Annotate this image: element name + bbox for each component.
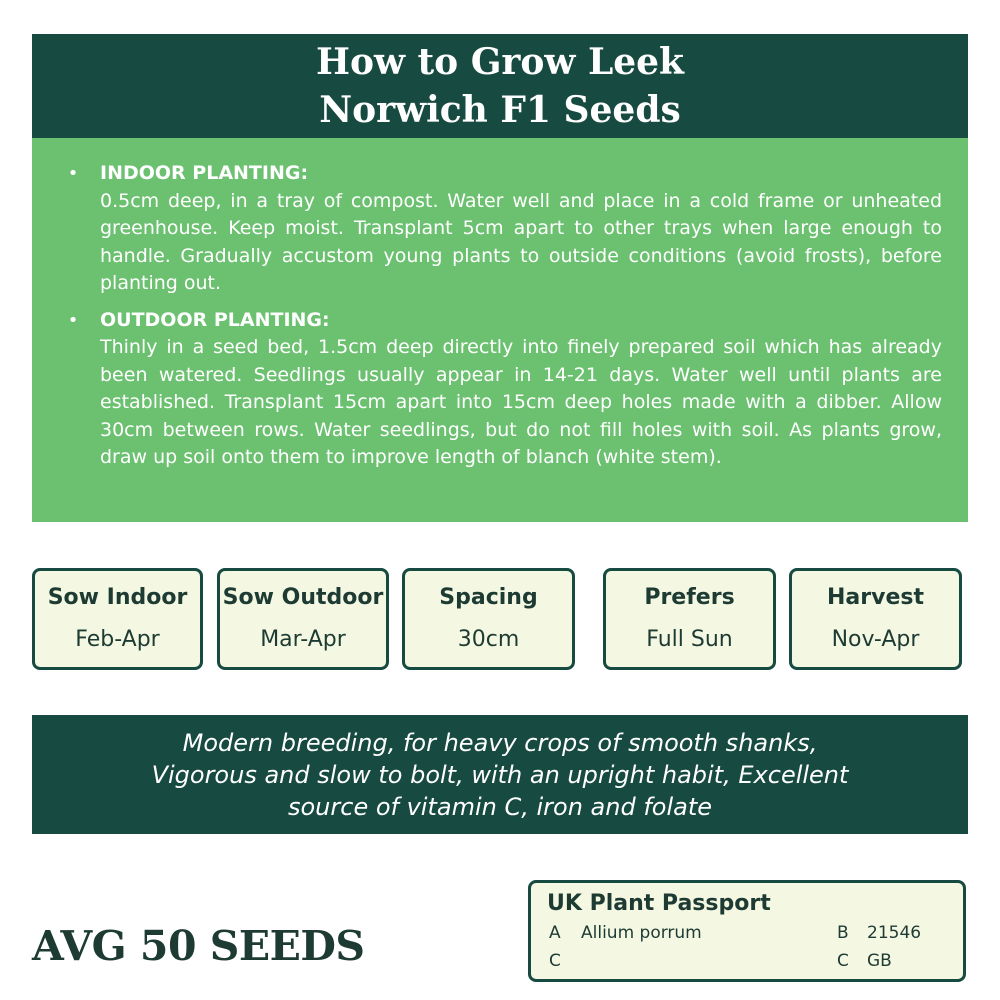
info-box-prefers: [603, 568, 776, 670]
info-label: Prefers: [644, 585, 735, 610]
title-line-1: How to Grow Leek: [315, 41, 685, 83]
info-label: Sow Indoor: [47, 585, 188, 610]
info-label: Sow Outdoor: [222, 585, 384, 610]
passport-key: C: [837, 951, 849, 971]
passport-value: GB: [867, 951, 892, 971]
info-label: Harvest: [827, 585, 924, 610]
info-box-sow-outdoor: [217, 568, 389, 670]
passport-key: A: [549, 923, 561, 943]
instruction-body: 0.5cm deep, in a tray of compost. Water well and place in a cold frame or unheated greenhouse. Keep moist. Transplant 5cm apart to other trays when large enough to handle. Gradually accustom young plants to outside conditions (avoid frosts), before planting out.: [100, 189, 942, 294]
info-box-sow-indoor: [32, 568, 203, 670]
info-value: Feb-Apr: [75, 627, 160, 652]
bullet-icon: •: [67, 309, 79, 331]
passport-title: UK Plant Passport: [547, 891, 771, 916]
info-value: 30cm: [457, 627, 520, 652]
instruction-item-outdoor: [66, 307, 942, 472]
passport-value: 21546: [867, 923, 922, 943]
seed-count: AVG 50 SEEDS: [32, 922, 365, 970]
info-box-harvest: [789, 568, 962, 670]
description-line-2: Vigorous and slow to bolt, with an upright habit, Excellent: [151, 760, 849, 789]
description-line-1: Modern breeding, for heavy crops of smooth shanks,: [182, 728, 818, 757]
planting-instructions: [32, 138, 968, 522]
info-label: Spacing: [439, 585, 538, 610]
info-value: Mar-Apr: [260, 627, 346, 652]
plant-passport: [528, 880, 966, 982]
passport-key: C: [549, 951, 561, 971]
instruction-item-indoor: [66, 160, 942, 298]
passport-value: Allium porrum: [581, 923, 702, 943]
instruction-body: Thinly in a seed bed, 1.5cm deep directly into finely prepared soil which has already been watered. Seedlings usually appear in 14-21 days. Water well until plants are established. Transplant 15cm apart into 15cm deep holes made with a dibber. Allow 30cm between rows. Water seedlings, but do not fill holes with soil. As plants grow, draw up soil onto them to improve length of blanch (white stem).: [100, 336, 942, 468]
instruction-heading: INDOOR PLANTING:: [100, 162, 309, 184]
info-value: Nov-Apr: [831, 627, 920, 652]
info-value: Full Sun: [646, 627, 733, 652]
variety-description: [32, 715, 968, 834]
passport-row: [547, 919, 947, 947]
description-line-3: source of vitamin C, iron and folate: [287, 792, 713, 821]
instruction-heading: OUTDOOR PLANTING:: [100, 308, 330, 331]
bullet-icon: •: [67, 163, 79, 184]
info-box-spacing: [402, 568, 575, 670]
title-banner: [32, 34, 968, 138]
passport-row: [547, 947, 947, 975]
title-line-2: Norwich F1 Seeds: [319, 89, 681, 131]
passport-key: B: [837, 923, 849, 943]
